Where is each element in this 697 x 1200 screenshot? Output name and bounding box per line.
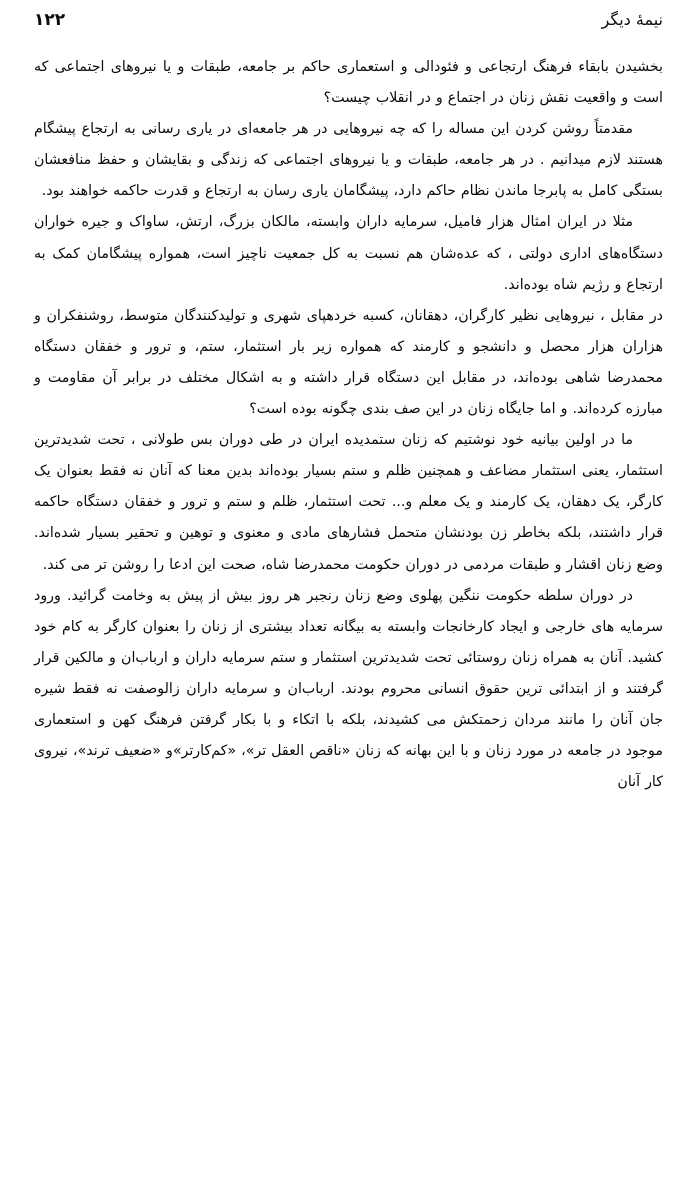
paragraph-6: در دوران سلطه حکومت ننگین پهلوی وضع زنان رنجبر هر روز بیش از پیش به وخامت گرائید. ورود سرمایه های خارجی و ایجاد کارخانجات وابسته به بیگانه تعداد بیشتری از زنان را بعنوان کارگر به کام خود کشید. آنان به همراه زنان روستائی تحت شدیدترین استثمار و ستم سرمایه داران و ارباب‌ان و مالکین قرار گرفتند و از ابتدائی ترین حقوق انسانی محروم بودند. ارباب‌ان و سرمایه داران زالوصفت نه فقط شیره جان آنان را مانند مردان زحمتکش می کشیدند، بلکه با اتکاء و با بکار گرفتن فرهنگ کهن و استعماری موجود در جامعه در مورد زنان و با این بهانه که زنان «ناقص العقل تر»، «کم‌کارتر»و «ضعیف ترند»، نیروی کار آنان — [33, 587, 663, 791]
paragraph-2: مقدمتاً روشن کردن این مساله را که چه نیروهایی در هر جامعه‌ای در یاری رسانی به ارتجاع پیشگام هستند لازم میدانیم . در هر جامعه، طبقات و یا نیروهای اجتماعی که زندگی و بقایشان و حفظ منافعشان بستگی کامل به پابرجا ماندن نظام حاکم دارد، پیشگامان یاری رسان به ارتجاع و قدرت حاکمه خواهند بود. — [34, 121, 663, 200]
page-header-inner — [34, 10, 663, 30]
paragraph-1: بخشیدن بابقاء فرهنگ ارتجاعی و فئودالی و استعماری حاکم بر جامعه، طبقات و یا نیروهای اجتماعی که است و واقعیت نقش زنان در اجتماع و در انقلاب چیست؟ — [34, 59, 663, 107]
body-text — [34, 52, 663, 798]
page-header — [0, 10, 697, 44]
paragraph-5: ما در اولین بیانیه خود نوشتیم که زنان ستمدیده ایران در طی دوران بس طولانی ، تحت شدیدترین استثمار، یعنی استثمار مضاعف و همچنین ظلم و ستم بسیار بوده‌اند بدین معنا که آنان نه فقط بعنوان یک کارگر، یک دهقان، یک کارمند و یک معلم و... تحت استثمار، ظلم و ستم و ترور و خفقان دستگاه حاکمه قرار داشتند، بلکه بخاطر زن بودنشان متحمل فشارهای مادی و معنوی و توهین و تحقیر بسیار شده‌اند. وضع زنان اقشار و طبقات مردمی در دوران حکومت محمدرضا شاه، صحت این ادعا را روشن تر می کند. — [34, 432, 663, 573]
book-title: نیمهٔ دیگر — [601, 10, 663, 29]
paragraph-3: مثلا در ایران امثال هزار فامیل، سرمایه داران وابسته، مالکان بزرگ، ارتش، ساواک و جیره خواران دستگاه‌های اداری دولتی ، که عده‌شان هم نسبت به کل جمعیت ناچیز است، همواره پیشگامان کمک به ارتجاع و رژیم شاه بوده‌اند. — [34, 214, 663, 293]
paragraph-4: در مقابل ، نیروهایی نظیر کارگران، دهقانان، کسبه خردهپای شهری و تولیدکنندگان متوسط، روشنفکران و هزاران هزار محصل و دانشجو و کارمند که همواره زیر بار استثمار، ستم، و ترور و خفقان دستگاه محمدرضا شاهی بوده‌اند، در مقابل این دستگاه قرار داشته و به اشکال مختلف در برابر آن مقاومت و مبارزه کرده‌اند. و اما جایگاه زنان در این صف بندی چگونه بوده است؟ — [34, 307, 663, 418]
page-number: ۱۲۲ — [34, 10, 66, 30]
